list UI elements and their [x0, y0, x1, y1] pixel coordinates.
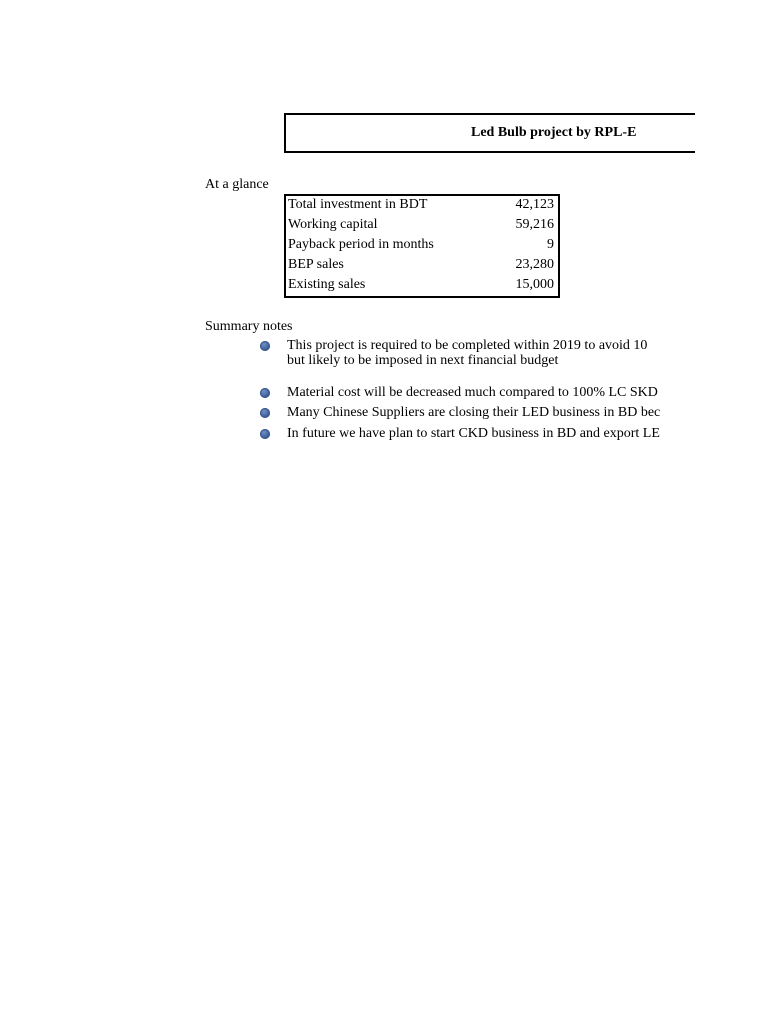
- row-label: Existing sales: [288, 277, 366, 292]
- bullet-icon: [260, 341, 270, 351]
- note-line-1: Material cost will be decreased much compared to 100% LC SKD: [287, 385, 658, 400]
- row-label: Working capital: [288, 217, 378, 232]
- summary-note: [260, 405, 696, 423]
- bullet-icon: [260, 408, 270, 418]
- summary-note: [260, 385, 696, 403]
- row-value: 15,000: [515, 277, 554, 292]
- row-label: Total investment in BDT: [288, 197, 428, 212]
- note-line-2: but likely to be imposed in next financial budget: [287, 353, 559, 368]
- summary-note: [260, 426, 696, 444]
- row-value: 42,123: [515, 197, 554, 212]
- note-line-1: In future we have plan to start CKD business in BD and export LE: [287, 426, 660, 441]
- table-row: [286, 256, 558, 276]
- row-value: 23,280: [515, 257, 554, 272]
- note-line-1: This project is required to be completed within 2019 to avoid 10: [287, 338, 648, 353]
- bullet-icon: [260, 388, 270, 398]
- row-label: BEP sales: [288, 257, 344, 272]
- table-row: [286, 216, 558, 236]
- row-value: 9: [547, 237, 554, 252]
- summary-notes-label: Summary notes: [205, 319, 293, 334]
- page-right-edge: [695, 0, 768, 1024]
- at-a-glance-label: At a glance: [205, 177, 269, 192]
- row-label: Payback period in months: [288, 237, 434, 252]
- bullet-icon: [260, 429, 270, 439]
- row-value: 59,216: [515, 217, 554, 232]
- table-row: [286, 196, 558, 216]
- note-line-1: Many Chinese Suppliers are closing their LED business in BD bec: [287, 405, 661, 420]
- summary-note: [260, 338, 696, 372]
- at-a-glance-table: [284, 194, 560, 298]
- title-box: [284, 113, 724, 153]
- page-title: Led Bulb project by RPL-E: [471, 125, 637, 140]
- table-row: [286, 276, 558, 296]
- table-row: [286, 236, 558, 256]
